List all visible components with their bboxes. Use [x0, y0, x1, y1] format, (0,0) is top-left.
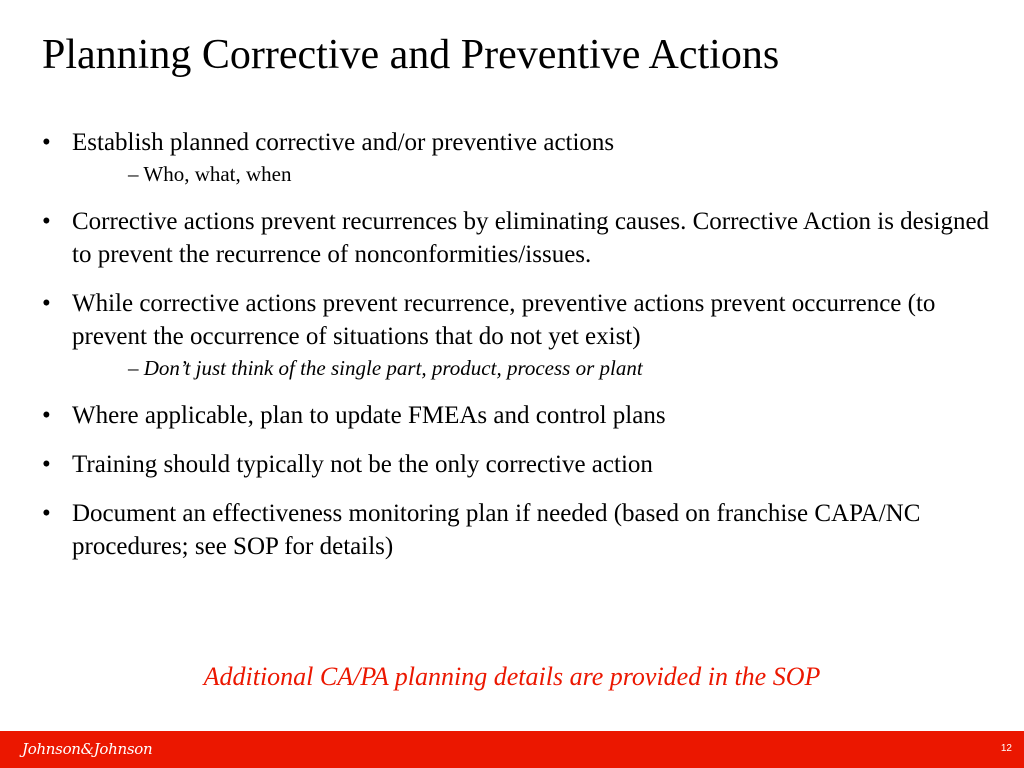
bullet-icon: •: [42, 451, 51, 478]
bullet-icon: •: [42, 129, 51, 156]
bullet-icon: •: [42, 290, 51, 317]
bullet-icon: •: [42, 500, 51, 527]
bullet-item: [42, 287, 992, 383]
footer-bar: [0, 731, 1024, 768]
bullet-text: Establish planned corrective and/or preventive actions: [72, 129, 615, 156]
sub-bullet: [72, 353, 992, 383]
bullet-list: [42, 126, 992, 579]
bullet-text: Document an effectiveness monitoring plan if needed (based on franchise CAPA/NC procedures; see SOP for details): [72, 500, 921, 560]
bullet-text: While corrective actions prevent recurrence, preventive actions prevent occurrence (to prevent the occurrence of situations that do not yet exist): [72, 290, 936, 350]
bullet-text: Training should typically not be the only corrective action: [72, 451, 653, 478]
sub-bullet-dash: –: [128, 356, 144, 380]
page-number: 12: [1000, 743, 1012, 754]
bullet-item: [42, 205, 992, 271]
bullet-item: [42, 497, 992, 563]
company-logo: Johnson&Johnson: [22, 740, 153, 758]
sub-bullet-text: Don’t just think of the single part, product, process or plant: [143, 356, 643, 380]
sub-bullet: – Who, what, when: [128, 162, 292, 186]
slide-title: Planning Corrective and Preventive Actions: [42, 32, 780, 78]
bullet-text: Corrective actions prevent recurrences by eliminating causes. Corrective Action is designed to prevent the recurrence of nonconformities/issues.: [72, 208, 990, 268]
bullet-icon: •: [42, 402, 51, 429]
bullet-text: Where applicable, plan to update FMEAs and control plans: [72, 402, 666, 429]
bullet-item: [42, 399, 992, 432]
bullet-item: [42, 448, 992, 481]
bullet-icon: •: [42, 208, 51, 235]
bullet-item: [42, 126, 992, 189]
sop-note: Additional CA/PA planning details are provided in the SOP: [203, 662, 821, 691]
